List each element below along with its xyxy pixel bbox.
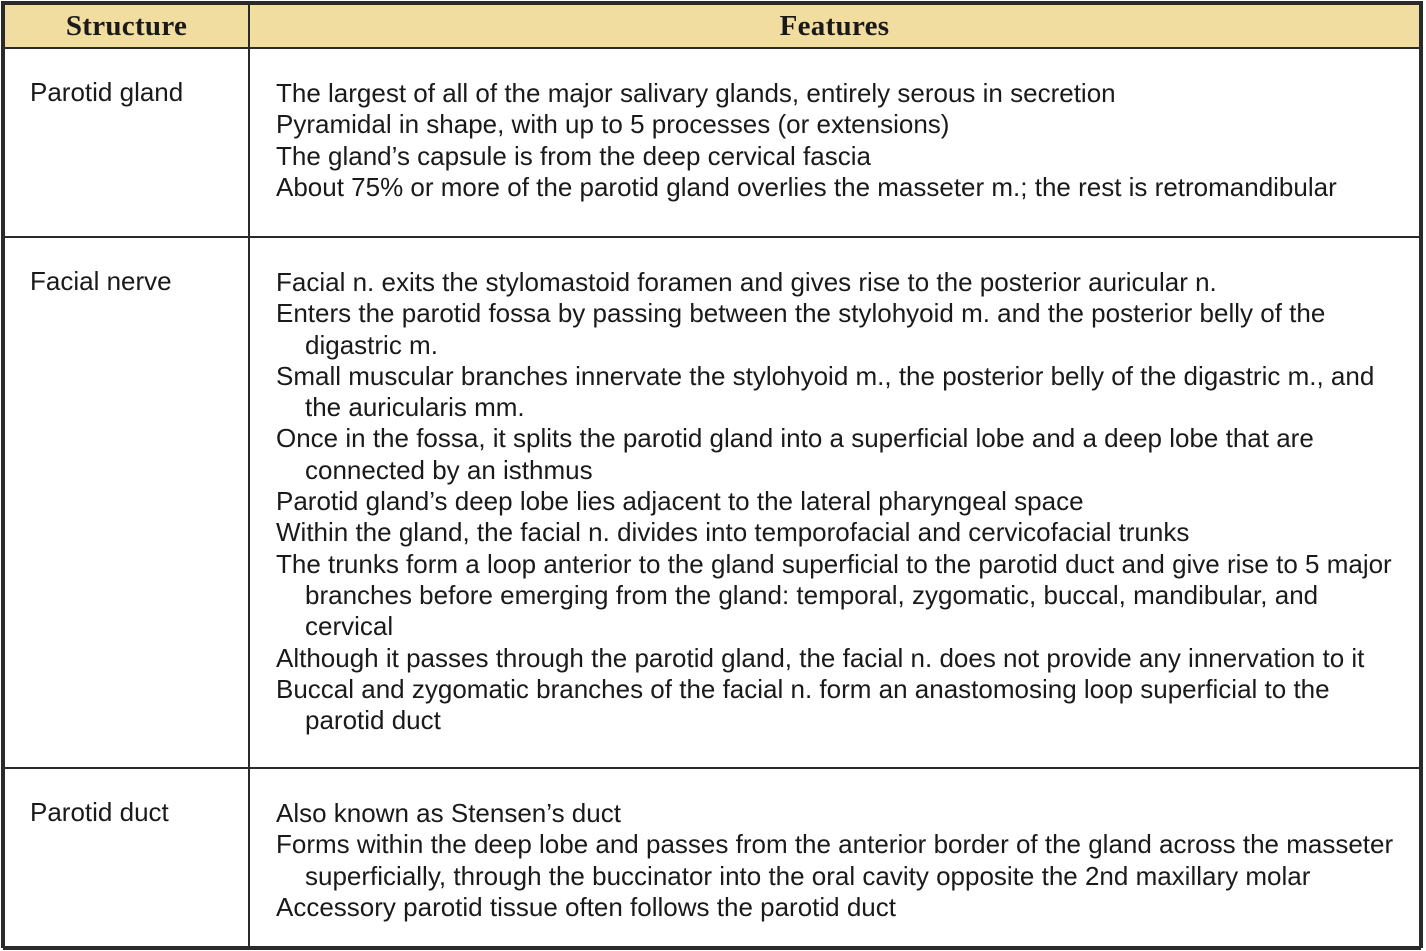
structure-features-table xyxy=(3,3,1421,950)
features-cell xyxy=(249,768,1420,949)
feature-item: The largest of all of the major salivary glands, entirely serous in secretion xyxy=(276,78,1116,108)
feature-item: Pyramidal in shape, with up to 5 processes (or extensions) xyxy=(276,109,950,140)
feature-item: Forms within the deep lobe and passes from the anterior border of the gland across the masseter superficially, through the buccinator into the oral cavity opposite the 2nd maxillary molar xyxy=(276,829,1394,891)
feature-item: Although it passes through the parotid gland, the facial n. does not provide any innervation to it xyxy=(276,642,1365,673)
feature-item: Once in the fossa, it splits the parotid gland into a superficial lobe and a deep lobe that are connected by an isthmus xyxy=(276,423,1314,485)
structure-cell: Parotid duct xyxy=(4,768,249,949)
feature-item: The gland’s capsule is from the deep cervical fascia xyxy=(276,140,871,171)
table-row-facial-nerve xyxy=(4,237,1420,768)
anatomy-table xyxy=(1,1,1423,948)
structure-cell: Parotid gland xyxy=(4,48,249,237)
feature-item: Also known as Stensen’s duct xyxy=(276,798,621,828)
features-cell xyxy=(249,237,1420,768)
feature-item: Small muscular branches innervate the stylohyoid m., the posterior belly of the digastric m., and the auricularis mm. xyxy=(276,360,1375,423)
feature-item: Parotid gland’s deep lobe lies adjacent to the lateral pharyngeal space xyxy=(276,486,1084,517)
header-structure: Structure xyxy=(4,4,249,48)
feature-item: The trunks form a loop anterior to the gland superficial to the parotid duct and give rise to 5 major branches before emerging from the gland: temporal, zygomatic, buccal, mandibular, and cervical xyxy=(276,548,1392,642)
features-cell xyxy=(249,48,1420,237)
header-row xyxy=(4,4,1420,48)
feature-item: Enters the parotid fossa by passing between the stylohyoid m. and the posterior belly of the digastric m. xyxy=(276,298,1326,360)
feature-item: About 75% or more of the parotid gland overlies the masseter m.; the rest is retromandibular xyxy=(276,171,1337,202)
structure-cell: Facial nerve xyxy=(4,237,249,768)
header-features: Features xyxy=(249,4,1420,48)
feature-item: Accessory parotid tissue often follows the parotid duct xyxy=(276,891,896,922)
feature-item: Buccal and zygomatic branches of the facial n. form an anastomosing loop superficial to the parotid duct xyxy=(276,673,1330,736)
feature-item: Within the gland, the facial n. divides into temporofacial and cervicofacial trunks xyxy=(276,517,1190,548)
table-row-parotid-duct xyxy=(4,768,1420,949)
table-row-parotid-gland xyxy=(4,48,1420,237)
feature-item: Facial n. exits the stylomastoid foramen and gives rise to the posterior auricular n. xyxy=(276,267,1217,297)
